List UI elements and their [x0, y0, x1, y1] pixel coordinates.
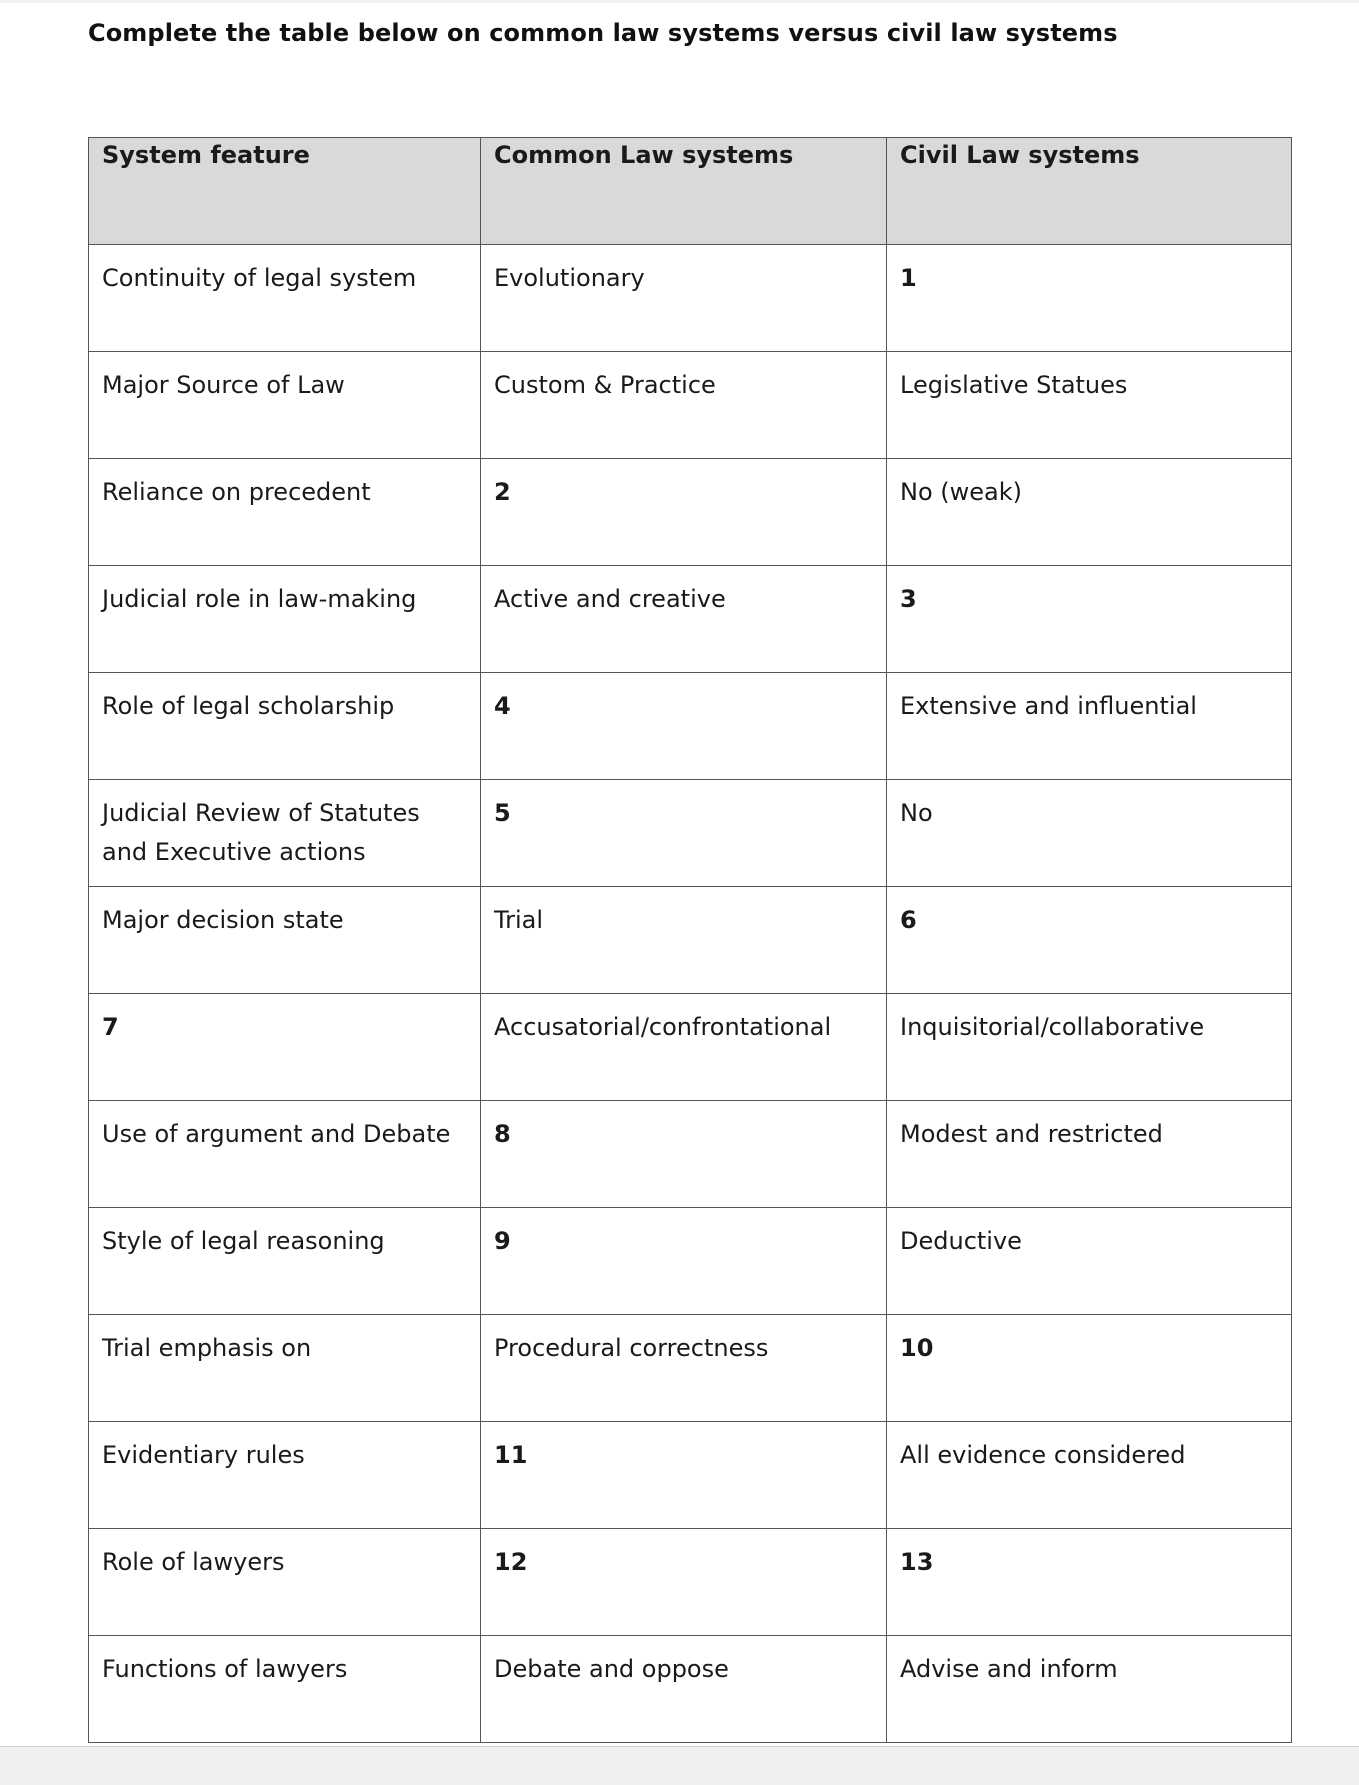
table-row: [89, 1529, 1292, 1636]
feature-cell: Continuity of legal system: [89, 245, 481, 352]
feature-cell: Style of legal reasoning: [89, 1208, 481, 1315]
table-body: [89, 245, 1292, 1743]
feature-cell: Major decision state: [89, 887, 481, 994]
feature-cell: Judicial Review of Statutes and Executive actions: [89, 780, 481, 887]
header-civil-law: Civil Law systems: [887, 138, 1292, 245]
page-title: Complete the table below on common law systems versus civil law systems: [88, 19, 1118, 47]
comparison-table: [88, 137, 1292, 1743]
header-system-feature: System feature: [89, 138, 481, 245]
feature-cell: Reliance on precedent: [89, 459, 481, 566]
common-law-cell: 5: [481, 780, 887, 887]
common-law-cell: Active and creative: [481, 566, 887, 673]
feature-cell: Judicial role in law-making: [89, 566, 481, 673]
table-row: [89, 245, 1292, 352]
civil-law-cell: Legislative Statues: [887, 352, 1292, 459]
feature-cell: Functions of lawyers: [89, 1636, 481, 1743]
common-law-cell: Custom & Practice: [481, 352, 887, 459]
feature-cell: Use of argument and Debate: [89, 1101, 481, 1208]
table-row: [89, 1208, 1292, 1315]
header-common-law: Common Law systems: [481, 138, 887, 245]
feature-cell: 7: [89, 994, 481, 1101]
feature-cell: Major Source of Law: [89, 352, 481, 459]
table-header-row: [89, 138, 1292, 245]
table-row: [89, 1422, 1292, 1529]
table-row: [89, 994, 1292, 1101]
common-law-cell: Accusatorial/confrontational: [481, 994, 887, 1101]
civil-law-cell: 3: [887, 566, 1292, 673]
civil-law-cell: Advise and inform: [887, 1636, 1292, 1743]
civil-law-cell: Modest and restricted: [887, 1101, 1292, 1208]
civil-law-cell: Extensive and influential: [887, 673, 1292, 780]
common-law-cell: Debate and oppose: [481, 1636, 887, 1743]
common-law-cell: Evolutionary: [481, 245, 887, 352]
common-law-cell: 12: [481, 1529, 887, 1636]
table-row: [89, 352, 1292, 459]
civil-law-cell: All evidence considered: [887, 1422, 1292, 1529]
window-bottom-bar: [0, 1746, 1359, 1785]
common-law-cell: 9: [481, 1208, 887, 1315]
table-row: [89, 566, 1292, 673]
civil-law-cell: 13: [887, 1529, 1292, 1636]
civil-law-cell: No (weak): [887, 459, 1292, 566]
civil-law-cell: 10: [887, 1315, 1292, 1422]
table-row: [89, 1636, 1292, 1743]
common-law-cell: 2: [481, 459, 887, 566]
common-law-cell: Trial: [481, 887, 887, 994]
table-row: [89, 780, 1292, 887]
table-row: [89, 673, 1292, 780]
page-top-edge: [0, 0, 1359, 3]
table-row: [89, 459, 1292, 566]
civil-law-cell: 6: [887, 887, 1292, 994]
feature-cell: Evidentiary rules: [89, 1422, 481, 1529]
common-law-cell: 11: [481, 1422, 887, 1529]
feature-cell: Role of lawyers: [89, 1529, 481, 1636]
feature-cell: Trial emphasis on: [89, 1315, 481, 1422]
common-law-cell: 8: [481, 1101, 887, 1208]
civil-law-cell: Deductive: [887, 1208, 1292, 1315]
common-law-cell: Procedural correctness: [481, 1315, 887, 1422]
civil-law-cell: Inquisitorial/collaborative: [887, 994, 1292, 1101]
civil-law-cell: No: [887, 780, 1292, 887]
table-row: [89, 887, 1292, 994]
common-law-cell: 4: [481, 673, 887, 780]
table-row: [89, 1315, 1292, 1422]
civil-law-cell: 1: [887, 245, 1292, 352]
table-row: [89, 1101, 1292, 1208]
feature-cell: Role of legal scholarship: [89, 673, 481, 780]
